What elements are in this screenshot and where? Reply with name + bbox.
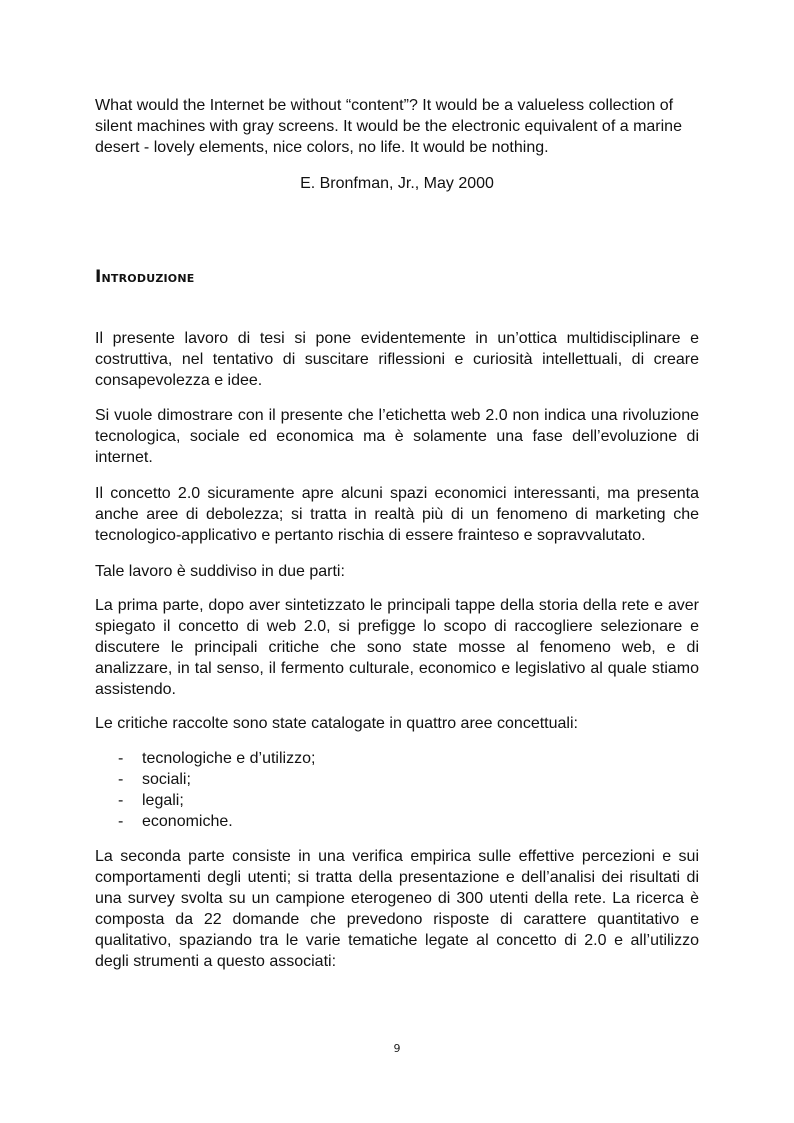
heading-rest: ntroduzione <box>101 268 195 286</box>
paragraph: Il presente lavoro di tesi si pone evidentemente in un’ottica multidisciplinare e costruttiva, nel tentativo di suscitare riflessioni e curiosità intellettuali, di creare consapevolezza e idee. <box>95 330 699 389</box>
paragraph: Il concetto 2.0 sicuramente apre alcuni spazi economici interessanti, ma presenta anche aree di debolezza; si tratta in realtà più di un fenomeno di marketing che tecnologico-applicativo e pertanto rischia di essere frainteso e sopravvalutato. <box>95 485 699 544</box>
epigraph-quote: What would the Internet be without “content”? It would be a valueless collection of silent machines with gray screens. It would be the electronic equivalent of a marine desert - lovely elements, nice colors, no life. It would be nothing. <box>95 97 682 156</box>
list-item-text: economiche. <box>142 813 233 830</box>
list-item <box>118 769 315 790</box>
list-item <box>118 790 315 811</box>
list-item-text: legali; <box>142 792 184 809</box>
list-dash: - <box>118 750 124 767</box>
heading-initial: I <box>95 267 102 287</box>
list-item <box>118 748 315 769</box>
critique-areas-list <box>118 748 315 832</box>
paragraph: Le critiche raccolte sono state catalogate in quattro aree concettuali: <box>95 715 578 732</box>
list-dash: - <box>118 813 124 830</box>
paragraph: Tale lavoro è suddiviso in due parti: <box>95 563 345 580</box>
list-item <box>118 811 315 832</box>
page-number: 9 <box>393 1042 401 1055</box>
list-item-text: tecnologiche e d’utilizzo; <box>142 750 316 767</box>
section-heading <box>95 267 194 287</box>
list-dash: - <box>118 771 124 788</box>
paragraph: La seconda parte consiste in una verifica empirica sulle effettive percezioni e sui comportamenti degli utenti; si tratta della presentazione e dell’analisi dei risultati di una survey svolta su un campione eterogeneo di 300 utenti della rete. La ricerca è composta da 22 domande che prevedono risposte di carattere quantitativo e qualitativo, spaziando tra le varie tematiche legate al concetto di 2.0 e all’utilizzo degli strumenti a questo associati: <box>95 848 699 970</box>
paragraph: La prima parte, dopo aver sintetizzato le principali tappe della storia della rete e aver spiegato il concetto di web 2.0, si prefigge lo scopo di raccogliere selezionare e discutere le principali critiche che sono state mosse al fenomeno web, e di analizzare, in tal senso, il fermento culturale, economico e legislativo al quale stiamo assistendo. <box>95 597 699 698</box>
list-dash: - <box>118 792 124 809</box>
paragraph: Si vuole dimostrare con il presente che l’etichetta web 2.0 non indica una rivoluzione tecnologica, sociale ed economica ma è solamente una fase dell’evoluzione di internet. <box>95 407 699 466</box>
list-item-text: sociali; <box>142 771 191 788</box>
epigraph-attribution: E. Bronfman, Jr., May 2000 <box>300 175 494 192</box>
